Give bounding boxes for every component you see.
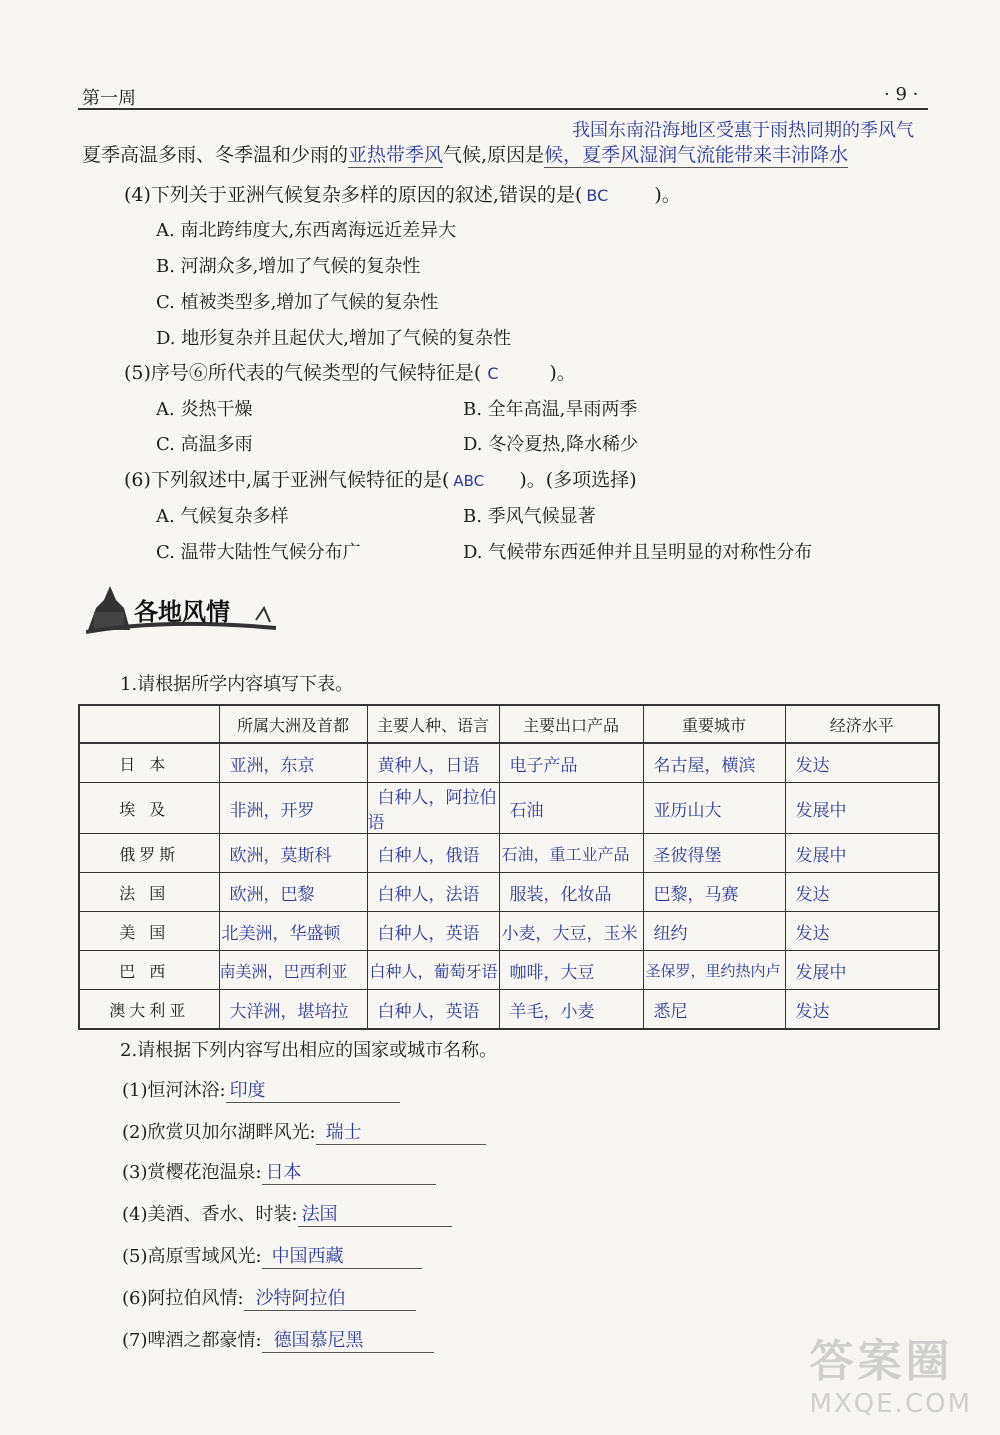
country-name: 澳大利亚 xyxy=(79,990,219,1030)
country-name: 日本 xyxy=(79,743,219,783)
table-cell: 巴黎，马赛 xyxy=(653,884,739,905)
table-cell: 南美洲，巴西利亚 xyxy=(219,961,348,981)
table-header: 重要城市 xyxy=(643,705,785,743)
task-2-item-1 xyxy=(122,1076,400,1103)
table-header: 主要人种、语言 xyxy=(367,705,499,743)
item-prompt: (5)高原雪域风光: xyxy=(122,1246,262,1267)
table-row xyxy=(79,743,939,783)
task-2-item-3 xyxy=(122,1158,436,1185)
task-2-item-4 xyxy=(122,1200,452,1227)
sentence-mid: 气候,原因是 xyxy=(443,144,545,166)
option-q6-c: C. 温带大陆性气候分布广 xyxy=(156,542,361,563)
table-cell: 亚历山大 xyxy=(653,800,722,821)
option-q6-a: A. 气候复杂多样 xyxy=(156,506,289,527)
option-q6-b: B. 季风气候显著 xyxy=(463,506,596,527)
table-cell: 服装，化妆品 xyxy=(509,884,612,905)
table-cell: 羊毛，小麦 xyxy=(509,1001,595,1022)
option-q5-a: A. 炎热干燥 xyxy=(156,399,253,420)
section-banner xyxy=(86,578,286,636)
question-close: )。 xyxy=(654,184,681,206)
table-header: 经济水平 xyxy=(785,705,939,743)
table-row xyxy=(79,783,939,834)
answer-q6: ABC xyxy=(453,472,485,490)
table-cell: 电子产品 xyxy=(509,755,578,776)
option-q4-b: B. 河湖众多,增加了气候的复杂性 xyxy=(156,256,421,277)
table-header: 所属大洲及首都 xyxy=(219,705,367,743)
table-cell: 白种人，俄语 xyxy=(377,845,480,866)
question-stem: (5)序号⑥所代表的气候类型的气候特征是( xyxy=(124,362,482,384)
option-q4-a: A. 南北跨纬度大,东西离海远近差异大 xyxy=(156,220,457,241)
table-cell: 北美洲，华盛顿 xyxy=(221,923,341,944)
country-name: 埃及 xyxy=(79,783,219,834)
task-2-item-5 xyxy=(122,1242,422,1269)
table-header-row xyxy=(79,705,939,743)
table-cell: 白种人，法语 xyxy=(377,884,480,905)
table-row xyxy=(79,951,939,990)
watermark-title: 答案圈 xyxy=(809,1336,954,1387)
option-q5-c: C. 高温多雨 xyxy=(156,434,253,455)
table-cell: 发达 xyxy=(795,1001,830,1022)
table-cell: 纽约 xyxy=(653,923,688,944)
header-week: 第一周 xyxy=(82,88,136,109)
item-answer: 印度 xyxy=(226,1076,400,1103)
item-prompt: (1)恒河沐浴: xyxy=(122,1080,226,1101)
table-cell: 悉尼 xyxy=(653,1001,688,1022)
table-cell: 白种人，葡萄牙语 xyxy=(369,961,498,981)
table-row xyxy=(79,873,939,912)
question-close: )。(多项选择) xyxy=(519,469,637,491)
question-4 xyxy=(124,180,681,207)
table-cell: 发达 xyxy=(795,755,830,776)
item-prompt: (3)赏樱花泡温泉: xyxy=(122,1162,262,1183)
country-name: 法国 xyxy=(79,873,219,912)
watermark-logo xyxy=(810,1325,972,1419)
table-cell: 圣保罗，里约热内卢 xyxy=(645,961,781,980)
table-cell: 白种人，英语 xyxy=(377,1001,480,1022)
table-cell: 发展中 xyxy=(795,962,847,983)
handwritten-note: 我国东南沿海地区受惠于雨热同期的季风气 xyxy=(572,120,914,141)
task-2-item-7 xyxy=(122,1326,434,1353)
table-cell: 欧洲，巴黎 xyxy=(229,884,315,905)
answer-climate-type: 亚热带季风 xyxy=(348,140,443,168)
question-close: )。 xyxy=(549,362,576,384)
table-cell: 白种人，阿拉伯语 xyxy=(367,788,497,833)
item-answer: 法国 xyxy=(298,1200,452,1227)
country-name: 巴西 xyxy=(79,951,219,990)
section-title: 各地风情 xyxy=(134,598,230,626)
item-answer: 沙特阿拉伯 xyxy=(244,1284,416,1311)
option-q5-b: B. 全年高温,旱雨两季 xyxy=(463,399,638,420)
table-header xyxy=(79,705,219,743)
table-row xyxy=(79,990,939,1030)
option-q4-c: C. 植被类型多,增加了气候的复杂性 xyxy=(156,292,439,313)
answer-q5: C xyxy=(487,364,499,383)
item-prompt: (4)美酒、香水、时装: xyxy=(122,1204,298,1225)
answer-reason: 候，夏季风湿润气流能带来丰沛降水 xyxy=(544,140,848,168)
question-stem: (4)下列关于亚洲气候复杂多样的原因的叙述,错误的是( xyxy=(124,184,583,206)
table-row xyxy=(79,912,939,951)
item-prompt: (2)欣赏贝加尔湖畔风光: xyxy=(122,1122,316,1143)
country-table xyxy=(78,704,940,1030)
country-name: 俄罗斯 xyxy=(79,834,219,873)
sentence-prefix: 夏季高温多雨、冬季温和少雨的 xyxy=(82,144,349,166)
table-cell: 大洋洲，堪培拉 xyxy=(229,1001,349,1022)
table-cell: 欧洲，莫斯科 xyxy=(229,845,332,866)
item-prompt: (6)阿拉伯风情: xyxy=(122,1288,244,1309)
question-6 xyxy=(124,465,637,492)
table-cell: 黄种人，日语 xyxy=(377,755,480,776)
option-q4-d: D. 地形复杂并且起伏大,增加了气候的复杂性 xyxy=(156,328,511,349)
option-q6-d: D. 气候带东西延伸并且呈明显的对称性分布 xyxy=(463,542,813,563)
climate-sentence xyxy=(82,140,848,168)
watermark-url: MXQE.COM xyxy=(809,1389,972,1419)
table-cell: 亚洲，东京 xyxy=(229,755,315,776)
table-cell: 小麦，大豆，玉米 xyxy=(501,923,638,944)
question-5 xyxy=(124,358,576,385)
header-divider xyxy=(78,108,928,110)
table-cell: 非洲，开罗 xyxy=(229,800,315,821)
task-2-title: 2.请根据下列内容写出相应的国家或城市名称。 xyxy=(120,1040,498,1061)
table-cell: 石油 xyxy=(509,800,544,821)
table-header: 主要出口产品 xyxy=(499,705,643,743)
table-cell: 发展中 xyxy=(795,800,847,821)
item-answer: 中国西藏 xyxy=(262,1242,422,1269)
item-answer: 日本 xyxy=(262,1158,436,1185)
table-cell: 发达 xyxy=(795,923,830,944)
table-row xyxy=(79,834,939,873)
item-answer: 德国慕尼黑 xyxy=(262,1326,434,1353)
country-name: 美国 xyxy=(79,912,219,951)
item-answer: 瑞士 xyxy=(316,1118,486,1145)
page-number: · 9 · xyxy=(884,84,919,105)
table-cell: 发达 xyxy=(795,884,830,905)
table-cell: 咖啡，大豆 xyxy=(509,962,595,983)
task-2-item-6 xyxy=(122,1284,416,1311)
answer-q4: BC xyxy=(586,186,609,205)
table-cell: 圣彼得堡 xyxy=(653,845,722,866)
table-cell: 发展中 xyxy=(795,845,847,866)
table-cell: 名古屋，横滨 xyxy=(653,755,756,776)
question-stem: (6)下列叙述中,属于亚洲气候特征的是( xyxy=(124,469,450,491)
task-2-item-2 xyxy=(122,1118,486,1145)
task-1-title: 1.请根据所学内容填写下表。 xyxy=(120,674,354,695)
option-q5-d: D. 冬冷夏热,降水稀少 xyxy=(463,434,638,455)
table-cell: 白种人，英语 xyxy=(377,923,480,944)
table-cell: 石油，重工业产品 xyxy=(501,844,630,864)
item-prompt: (7)啤酒之都豪情: xyxy=(122,1330,262,1351)
